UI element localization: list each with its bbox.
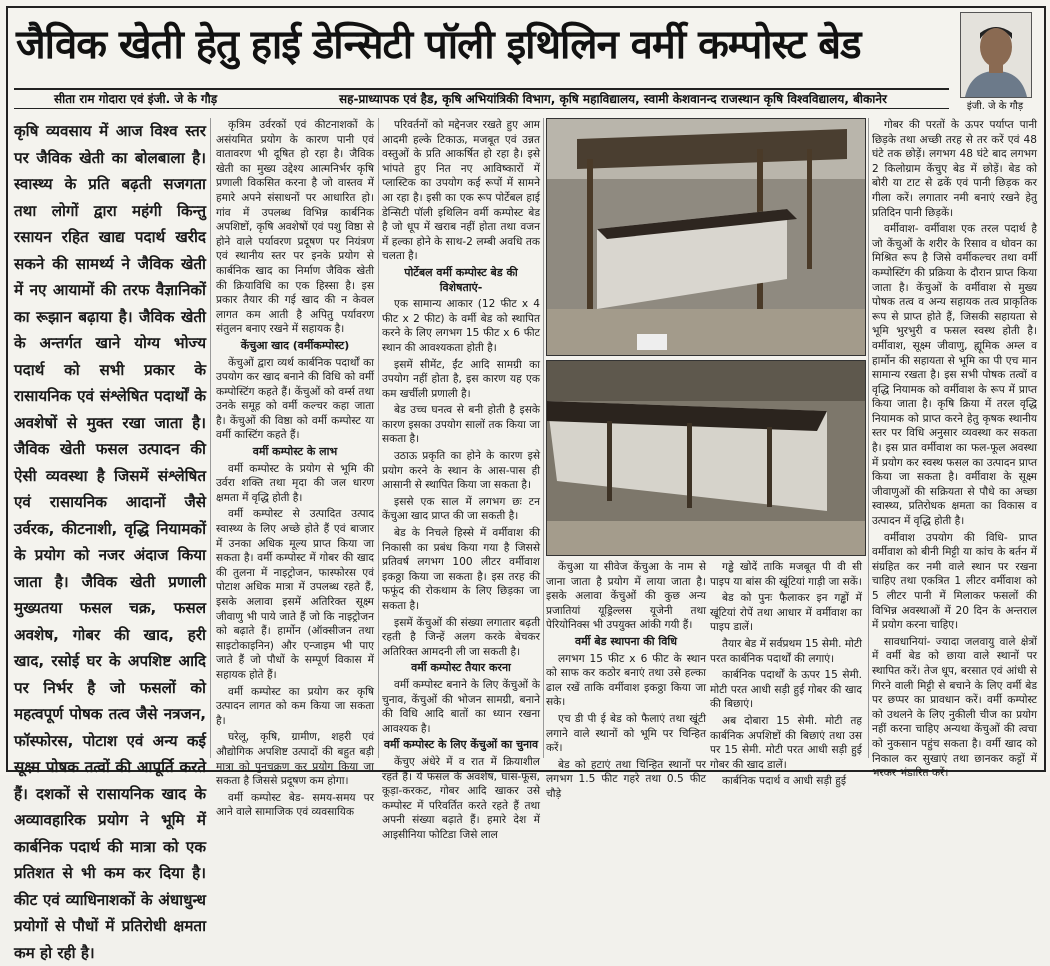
- photo-caption: इंजी. जे के गौड़: [966, 101, 1024, 112]
- section-heading: केंचुआ खाद (वर्मीकम्पोस्ट): [240, 338, 350, 352]
- paragraph: लगभग 15 फीट x 6 फीट के स्थान को साफ कर कठोर बनाएं तथा उसे हल्का ढाल रखें ताकि वर्मीवाश इकठ्ठा किया जा सके।: [546, 652, 706, 709]
- paragraph: गोबर की परतों के ऊपर पर्याप्त पानी छिड़के तथा अच्छी तरह से तर करें एवं 48 घंटे तक छोड़ें। लगभग 48 घंटे बाद लगभग 2 किलोग्राम केंचुए बेड में छोड़ें। बेड को बोरी या टाट से ढकें एवं पानी छिड़क कर गीला करें। लगातार नमी बनाएं रखने हेतु प्रतिदिन पानी छिड़कें।: [872, 119, 1037, 219]
- paragraph: एक सामान्य आकार (12 फीट x 4 फीट x 2 फीट) के वर्मी बेड को स्थापित करने के लिए लगभग 15 फीट x 6 फीट स्थान की आवश्यकता होती है।: [382, 298, 540, 354]
- paragraph: केंचुओं द्वारा व्यर्थ कार्बनिक पदार्थों का उपयोग कर खाद बनाने की विधि को वर्मी कम्पोस्टिंग कहते हैं। केंचुओं को वर्म्स तथा उनके समूह को वर्मी कल्चर कहा जाता है। केंचुओं की विष्ठा को वर्मी कम्पोस्ट या वर्मी कास्टिंग कहते हैं।: [216, 356, 374, 442]
- paragraph: गड्ढे खोदें ताकि मजबूत पी वी सी पाइप या बांस की खूंटियां गाड़ी जा सकें।: [710, 561, 862, 588]
- paragraph: वर्मी कम्पोस्ट बनाने के लिए केंचुओं के चुनाव, केंचुओं की भोजन सामग्री, बनाने की विधि आदि बातों का ध्यान रखना आवश्यक है।: [382, 678, 540, 735]
- photo-vermicompost-bed: [546, 360, 866, 556]
- author-photo: [960, 12, 1032, 98]
- paragraph: सावधानियां- ज्यादा जलवायु वाले क्षेत्रों में वर्मी बेड को छाया वाले स्थानों पर स्थापित करें। तेज धूप, बरसात एवं आंधी से गिरने वाली मिट्टी से बचाने के लिए वर्मी बेड पर छप्पर का प्रावधान करें। वर्मी कम्पोस्ट को उथलने के लिए नुकीली चीज का प्रयोग नहीं करना चाहिए अन्यथा केंचुओं की त्वचा को नुकसान पहुंच सकता है। वर्मी खाद को निकाल कर सुखाएं तथा छानकर कट्टों में भरकर भंडारित करें।: [872, 635, 1037, 780]
- vermicompost-bed-under-shade-illustration: [547, 119, 865, 355]
- paragraph: वर्मी कम्पोस्ट से उत्पादित उत्पाद स्वास्थ्य के लिए अच्छे होते हैं एवं बाजार में उनका अधिक मूल्य प्राप्त किया जा सकता है। वर्मी कम्पोस्ट में गोबर की खाद की तुलना में नाइट्रोजन, फास्फोरस एवं पोटाश अधिक मात्रा में उपलब्ध रहते हैं, इसके अलावा इसमें अतिरिक्त सूक्ष्म जीवाणु भी पाये जाते हैं जो कि नाइट्रोजन को बढ़ाते हैं। हार्मोन (ऑक्सीजन तथा साइटोकाइनिन) और एन्जाइम भी पाए जाते हैं जो पौधों के सम्पूर्ण विकास में सहायक होते हैं।: [216, 508, 374, 681]
- paragraph: वर्मीवाश- वर्मीवाश एक तरल पदार्थ है जो केंचुओं के शरीर के रिसाव व धोवन का मिश्रित रूप है जिसे वर्मीकल्चर तथा वर्मी कम्पोस्टिंग की प्रक्रिया के दौरान प्राप्त किया जाता है। केंचुओं के वर्मीवाश से मुख्य पोषक तत्व व अन्य सहायक तत्व प्राकृतिक रूप से प्राप्त होते हैं, जिसकी सहायता से भूमि भुरभुरी व फसल स्वस्थ होती है। वर्मीवाश, सूक्ष्म जीवाणु, ह्यूमिक अम्ल व हार्मोन की सहायता से भूमि का पी एच मान सामान्य रखता है। इस सभी पोषक तत्वों व वृद्धि नियामक को वर्मीवाश के रूप में प्राप्त किया जाता है। कृषि क्रिया में तरल वृद्धि नियामक को प्राप्त करने हेतु कृषक स्थानीय स्तर पर विधि अनुसार व्यवस्था कर सकता है। इस प्रात वर्मीवाश का फल-फूल अवस्था में प्रयोग कर स्वस्थ फसल का उत्पादन प्राप्त किया जा सकता है। वर्मीवाश के सूक्ष्म जीवाणुओं की सक्रियता से पौधे का अच्छा स्वास्थ्य, प्रतिरोधक क्षमता का विकास व उत्पादन में वृद्धि होती है।: [872, 223, 1037, 528]
- paragraph: तैयार बेड में सर्वप्रथम 15 सेमी. मोटी परत कार्बनिक पदार्थों की लगाएं।: [710, 637, 862, 665]
- paragraph: इसमें केंचुओं की संख्या लगातार बढ़ती रहती है जिन्हें अलग करके बेचकर अतिरिक्त आमदनी ली जा सकती है।: [382, 616, 540, 658]
- section-heading: वर्मी कम्पोस्ट के लिए केंचुओं का चुनाव: [383, 738, 539, 752]
- paragraph: वर्मी कम्पोस्ट के प्रयोग से भूमि की उर्वरा शक्ति तथा मृदा की जल धारण क्षमता में वृद्धि होती है।: [216, 462, 374, 504]
- byline-affiliation: सह-प्राध्यापक एवं हैड, कृषि अभियांत्रिकी विभाग, कृषि महाविद्यालय, स्वामी केशवानन्द राजस्थान कृषि विश्वविद्यालय, बीकानेर: [339, 92, 887, 106]
- byline-bar: [14, 88, 949, 109]
- paragraph: घरेलू, कृषि, ग्रामीण, शहरी एवं औद्योगिक अपशिष्ट उत्पादों की बहुत बड़ी मात्रा को पुनचक्रण कर प्रयोग किया जा सकता है जिससे प्रदूषण कम होगा।: [216, 731, 374, 788]
- byline-authors: सीता राम गोदारा एवं इंजी. जे के गौड़: [54, 92, 218, 106]
- paragraph: कार्बनिक पदार्थों के ऊपर 15 सेमी. मोटी परत आधी सड़ी हुई गोबर की खाद की बिछाएं।: [710, 669, 862, 711]
- column-6: [872, 118, 1037, 780]
- paragraph: इससे एक साल में लगभग छः टन केंचुआ खाद प्राप्त की जा सकती है।: [382, 495, 540, 523]
- column-rule: [210, 118, 211, 758]
- vermicompost-bed-illustration: [547, 361, 865, 555]
- section-heading: वर्मी कम्पोस्ट के लाभ: [252, 445, 338, 459]
- paragraph: कृत्रिम उर्वरकों एवं कीटनाशकों के असंयमित प्रयोग के कारण पानी एवं वातावरण भी दूषित हो रहा है। जैविक खेती का मुख्य उद्देश्य आत्मनिर्भर कृषि प्रणाली विकसित करना है जो वास्तव में हमारे अपने संसाधनों पर आधारित हो। गांव में उपलब्ध विभिन्न कार्बनिक अपशिष्टों, कृषि अवशेषों एवं पशु विष्ठा से होने वाले पर्यावरण प्रदूषण पर नियंत्रण एवं स्थानीय स्तर पर इनके प्रयोग से कार्बनिक खाद का निर्माण जैविक खेती की क्रियाविधि का एक हिस्सा है। इस प्रकार तैयार की गई खाद की न केवल लागत कम आती है अपितु पर्यावरण संतुलन बनाए रखने में सहायक है।: [216, 119, 374, 336]
- paragraph: बेड को हटाएं तथा चिन्हित स्थानों पर लगभग 1.5 फीट गहरे तथा 0.5 फीट चौड़े: [546, 758, 706, 800]
- paragraph: अब दोबारा 15 सेमी. मोटी तह कार्बनिक अपशिष्टों की बिछाएं तथा उस पर 15 सेमी. मोटी परत आधी सड़ी हुई गोबर की खाद डालें।: [710, 714, 862, 771]
- section-heading: पोर्टेबल वर्मी कम्पोस्ट बेड की विशेषताएं-: [404, 265, 518, 294]
- paragraph: इसमें सीमेंट, ईंट आदि सामग्री का उपयोग नहीं होता है, इस कारण यह एक कम खर्चीली प्रणाली है।: [382, 358, 540, 400]
- column-rule: [543, 118, 544, 758]
- column-rule: [868, 118, 869, 758]
- paragraph: एच डी पी ई बेड को फैलाएं तथा खूंटी लगाने वाले स्थानों को भूमि पर चिन्हित करें।: [546, 712, 706, 755]
- paragraph: केंचुआ या सीवेज केंचुआ के नाम से जाना जाता है प्रयोग में लाया जाता है। इसके अलावा केंचुओं की कुछ अन्य प्रजातियां यूड्रिल्लस यूजेनी तथा पेरियोनिक्स भी उपयुक्त आंकी गयी हैं।: [546, 561, 706, 632]
- paragraph: केंचुए अंधेरे में व रात में क्रियाशील रहते हैं। ये फसल के अवशेष, घास-फूस, कूड़ा-करकट, गोबर आदि खाकर उसे कम्पोस्ट में परिवर्तित करते रहते हैं तथा अपनी संख्या बढ़ाते हैं। हमारे देश में आइसीनिया फोटिडा जिसे लाल: [382, 755, 540, 841]
- paragraph: वर्मीवाश उपयोग की विधि- प्राप्त वर्मीवाश को बीनी मिट्टी या कांच के बर्तन में संग्रहित कर नमी वाले स्थान पर रखना चाहिए तथा एकत्रित 1 लीटर वर्मीवाश को 5 लीटर पानी में मिलाकर फसलों की विभिन्न अवस्थाओं में 20 दिन के अन्तराल में प्रयोग करना चाहिए।: [872, 531, 1037, 632]
- column-5: [710, 560, 862, 788]
- column-3: [382, 118, 540, 841]
- paragraph: बेड के निचले हिस्से में वर्मीवाश की निकासी का प्रबंध किया गया है जिससे प्रतिवर्ष लगभग 100 लीटर वर्मीवाश इकठ्ठा किया जा सकता है। इस तरह की फफूंद की रोकथाम के लिए छिड़का जा सकता है।: [382, 527, 540, 612]
- column-2: [216, 118, 374, 819]
- section-heading: वर्मी बेड स्थापना की विधि: [574, 634, 678, 648]
- paragraph: वर्मी कम्पोस्ट बेड- समय-समय पर आने वाले सामाजिक एवं व्यवसायिक: [216, 791, 374, 819]
- paragraph: परिवर्तनों को मद्देनजर रखते हुए आम आदमी हल्के टिकाऊ, मजबूत एवं उन्नत वस्तुओं के प्रति आकर्षित हो रहा है। इसे भांपते हुए नित नए आविष्कारों में प्लास्टिक का उपयोग कई रूपों में सामने आ रहा है। इसी का एक रूप पोर्टेबल हाई डेन्सिटी पॉली इथिलिन वर्मी कम्पोस्ट बेड है जो धूप में खराब नहीं होता तथा वजन में हल्का होने के साथ-2 लम्बी अवधि तक चलता है।: [382, 119, 540, 263]
- paragraph: कार्बनिक पदार्थ व आधी सड़ी हुई: [722, 775, 847, 788]
- paragraph: उठाऊ प्रकृति का होने के कारण इसे प्रयोग करने के स्थान के आस-पास ही आसानी से स्थापित किया जा सकता है।: [382, 450, 540, 492]
- column-4: [546, 560, 706, 800]
- intro-text: कृषि व्यवसाय में आज विश्व स्तर पर जैविक खेती का बोलबाला है। स्वास्थ्य के प्रति बढ़ती सजगता तथा लोगों द्वारा महंगी किन्तु रसायन रहित खाद्य पदार्थ खरीद सकने की सामर्थ्य ने जैविक खेती में नए आयामों की तरफ वैज्ञानिकों का रूझान बढ़ाया है। जैविक खेती के अन्तर्गत खाने योग्य भोज्य पदार्थ को सभी प्रकार के रासायनिक एवं संश्लेषित पदार्थों के अवशेषों से मुक्त रखा जाता है। जैविक खेती फसल उत्पादन की ऐसी व्यवस्था है जिसमें संश्लेषित एवं रासायनिक आदानों जैसे उर्वरक, कीटनाशी, वृद्धि नियामकों के प्रयोग को नजर अंदाज किया जाता है। जैविक खेती प्रणाली मुख्यतया फसल चक्र, फसल अवशेष, गोबर की खाद, हरी खाद, रसोई घर के अपशिष्ट आदि पर निर्भर है जो फसलों को महत्वपूर्ण पोषक तत्व जैसे नत्रजन, फॉस्फोरस, पोटाश एवं अन्य कई सूक्ष्म पोषक तत्वों की आपूर्ति करते हैं। दशकों से रासायनिक खाद के अव्यावहारिक प्रयोग ने भूमि में कार्बनिक पदार्थ की मात्रा को एक प्रतिशत से भी कम कर दिया है। कीट एवं व्याधिनाशकों के अंधाधुन्ध प्रयोगों से पौधों में प्रतिरोधी क्षमता कम हो रही है।: [14, 122, 206, 962]
- photo-vermicompost-bed-shade: [546, 118, 866, 356]
- section-heading: वर्मी कम्पोस्ट तैयार करना: [411, 661, 511, 675]
- headline: जैविक खेती हेतु हाई डेन्सिटी पॉली इथिलिन वर्मी कम्पोस्ट बेड: [16, 22, 861, 68]
- column-rule: [378, 118, 379, 758]
- paragraph: बेड उच्च घनत्व से बनी होती है इसके कारण इसका उपयोग सालों तक किया जा सकता है।: [382, 404, 540, 446]
- column-1: [14, 118, 206, 962]
- author-photo-illustration: [961, 13, 1031, 97]
- paragraph: बेड को पुनः फैलाकर इन गड्ढों में खूंटियां रोपें तथा आधार में वर्मीवाश का पाइप डालें।: [710, 592, 862, 634]
- paragraph: वर्मी कम्पोस्ट का प्रयोग कर कृषि उत्पादन लागत को कम किया जा सकता है।: [216, 685, 374, 727]
